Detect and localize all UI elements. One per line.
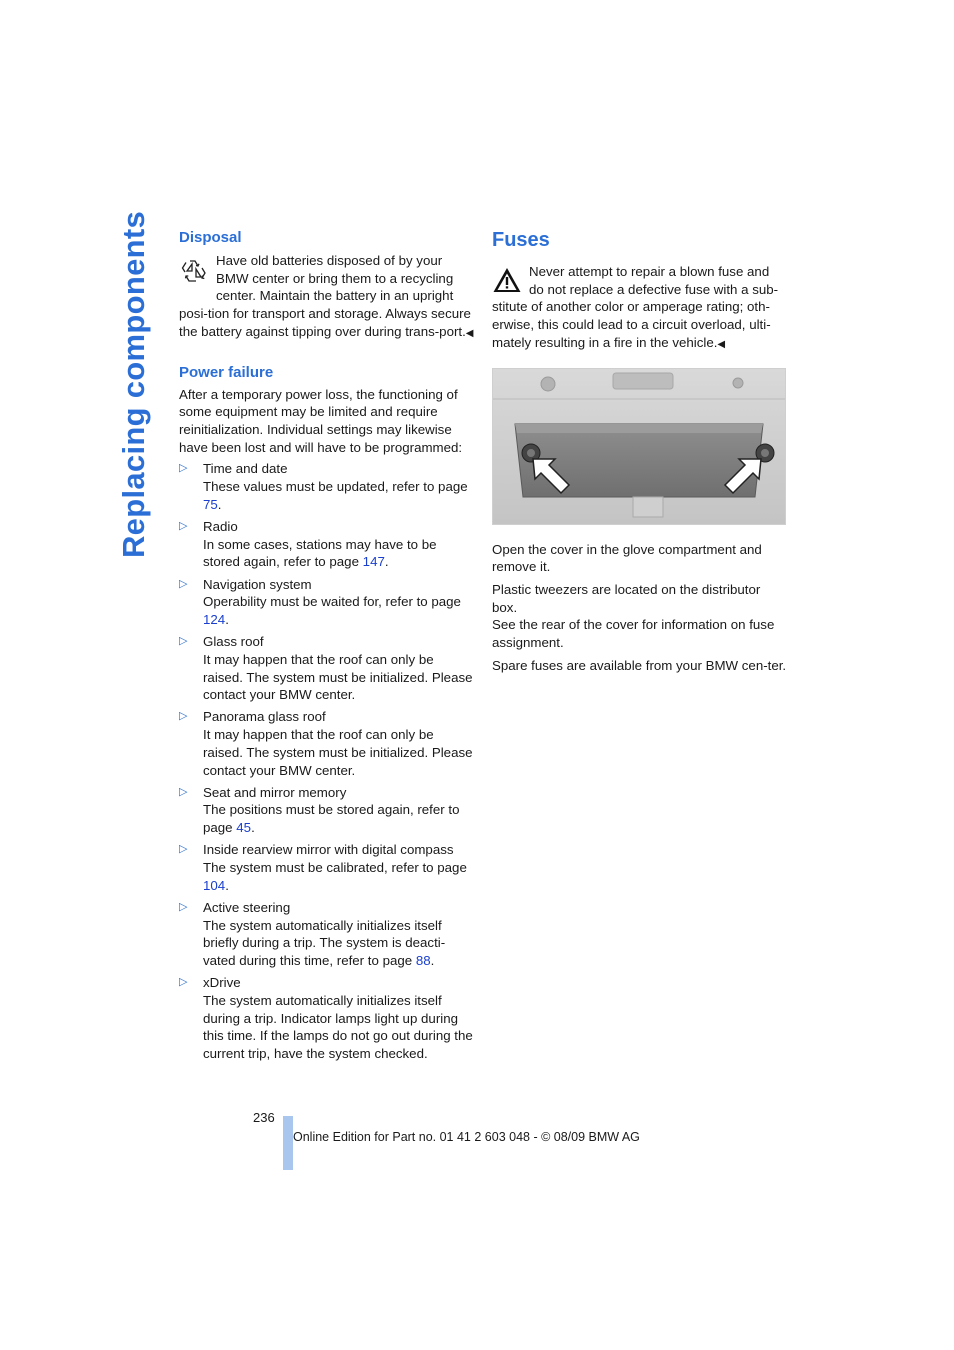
right-column bbox=[492, 228, 787, 674]
list-item bbox=[179, 784, 474, 837]
list-item-title: Seat and mirror memory bbox=[203, 784, 347, 800]
list-item-body bbox=[203, 992, 474, 1063]
fuses-paragraph-1: Open the cover in the glove compartment and remove it. bbox=[492, 541, 762, 575]
list-item-suffix: . bbox=[251, 820, 255, 836]
list-item bbox=[179, 974, 474, 1063]
list-item bbox=[179, 899, 474, 970]
footer-accent-bar bbox=[283, 1116, 293, 1170]
list-item bbox=[179, 460, 474, 513]
list-item-body-text: The system automatically initializes itself during a trip. Indicator lamps light up during this time. If the lamps do not go out during the current trip, have the system checked. bbox=[203, 993, 473, 1062]
fuses-paragraph-3: See the rear of the cover for information on fuse assignment. bbox=[492, 617, 775, 651]
power-failure-list bbox=[179, 460, 474, 1063]
triangle-bullet-icon: ▷ bbox=[179, 976, 188, 989]
list-item-suffix: . bbox=[430, 953, 435, 969]
list-item-suffix: . bbox=[217, 496, 222, 512]
list-item-body bbox=[203, 726, 474, 779]
page-link[interactable]: 147 bbox=[362, 554, 385, 570]
list-item-suffix: . bbox=[225, 877, 229, 893]
section-side-tab bbox=[115, 210, 155, 558]
page-number: 236 bbox=[253, 1110, 275, 1125]
triangle-bullet-icon: ▷ bbox=[179, 519, 188, 532]
list-item-body-text: The system must be calibrated, refer to page bbox=[203, 860, 467, 876]
fuses-paragraph-2: Plastic tweezers are located on the distributor box. bbox=[492, 581, 761, 615]
disposal-text: Have old batteries disposed of by your BMW center or bring them to a recycling center. Maintain the battery in an upright posi-tion for transport and storage. Always secure the battery against tipping over during trans-port.◀ bbox=[179, 253, 474, 339]
list-item bbox=[179, 633, 474, 704]
list-item-body-text: Operability must be waited for, refer to page bbox=[203, 594, 461, 610]
list-item-suffix: . bbox=[384, 554, 389, 570]
footer-edition: Online Edition for Part no. 01 41 2 603 048 - © 08/09 BMW AG bbox=[293, 1130, 640, 1144]
section-side-tab-label: Replacing components bbox=[116, 210, 151, 558]
triangle-bullet-icon: ▷ bbox=[179, 785, 188, 798]
list-item-body bbox=[203, 536, 474, 571]
end-mark-icon: ◀ bbox=[717, 338, 726, 350]
list-item-title: xDrive bbox=[203, 975, 241, 991]
triangle-bullet-icon: ▷ bbox=[179, 577, 188, 590]
triangle-bullet-icon: ▷ bbox=[179, 901, 188, 913]
left-column bbox=[179, 228, 474, 1067]
warning-triangle-icon bbox=[492, 266, 522, 294]
fuses-paragraph-4: Spare fuses are available from your BMW cen-ter. bbox=[492, 657, 787, 673]
fuse-box-illustration bbox=[493, 369, 785, 524]
power-failure-intro: After a temporary power loss, the functioning of some equipment may be limited and require reinitialization. Individual settings may likewise have been lost and will have to be programmed: bbox=[179, 386, 463, 455]
page-link[interactable]: 124 bbox=[203, 611, 226, 627]
list-item bbox=[179, 576, 474, 629]
list-item-title: Navigation system bbox=[203, 576, 312, 592]
list-item bbox=[179, 708, 474, 779]
list-item bbox=[179, 518, 474, 571]
disposal-heading: Disposal bbox=[179, 229, 242, 246]
list-item-body-text: The positions must be stored again, refer to page bbox=[203, 802, 460, 836]
list-item-body bbox=[203, 859, 474, 894]
list-item-body bbox=[203, 801, 474, 836]
page-link[interactable]: 88 bbox=[415, 953, 431, 969]
list-item-title: Time and date bbox=[203, 461, 288, 477]
list-item-body-text: The system automatically initializes itself briefly during a trip. The system is deacti-vated during this time, refer to page bbox=[203, 917, 446, 969]
list-item-title: Radio bbox=[203, 518, 238, 534]
fuses-warning bbox=[492, 263, 787, 354]
list-item-title: Active steering bbox=[203, 900, 291, 915]
triangle-bullet-icon: ▷ bbox=[179, 843, 188, 856]
list-item-suffix: . bbox=[225, 611, 229, 627]
page-link[interactable]: 104 bbox=[203, 877, 226, 893]
list-item-body-text: It may happen that the roof can only be raised. The system must be initialized. Please contact your BMW center. bbox=[203, 727, 473, 778]
list-item-body bbox=[203, 917, 474, 970]
disposal-block bbox=[179, 252, 474, 343]
page-link[interactable]: 45 bbox=[236, 820, 252, 836]
glove-compartment-fuse-photo bbox=[492, 368, 786, 525]
list-item bbox=[179, 841, 474, 894]
list-item-body bbox=[203, 593, 474, 628]
triangle-bullet-icon: ▷ bbox=[179, 635, 188, 648]
end-mark-icon: ◀ bbox=[465, 327, 474, 339]
triangle-bullet-icon: ▷ bbox=[179, 462, 188, 475]
power-failure-heading: Power failure bbox=[179, 363, 274, 381]
fuses-warning-text: Never attempt to repair a blown fuse and do not replace a defective fuse with a sub-stitute of another color or amperage rating; oth-erwise, this could lead to a circuit overload, ulti-mately resulting in a fire in the vehicle.◀ bbox=[492, 264, 779, 350]
recycle-icon bbox=[179, 256, 209, 286]
list-item-title: Panorama glass roof bbox=[203, 709, 326, 725]
triangle-bullet-icon: ▷ bbox=[179, 710, 188, 723]
list-item-body-text: These values must be updated, refer to page bbox=[203, 479, 468, 495]
list-item-body-text: In some cases, stations may have to be stored again, refer to page bbox=[203, 536, 437, 570]
list-item-title: Inside rearview mirror with digital compass bbox=[203, 842, 454, 858]
list-item-body bbox=[203, 651, 474, 704]
page-link[interactable]: 75 bbox=[203, 496, 218, 512]
list-item-body bbox=[203, 478, 474, 513]
list-item-body-text: It may happen that the roof can only be raised. The system must be initialized. Please contact your BMW center. bbox=[203, 651, 473, 703]
list-item-title: Glass roof bbox=[203, 634, 264, 650]
fuses-heading: Fuses bbox=[492, 229, 550, 251]
